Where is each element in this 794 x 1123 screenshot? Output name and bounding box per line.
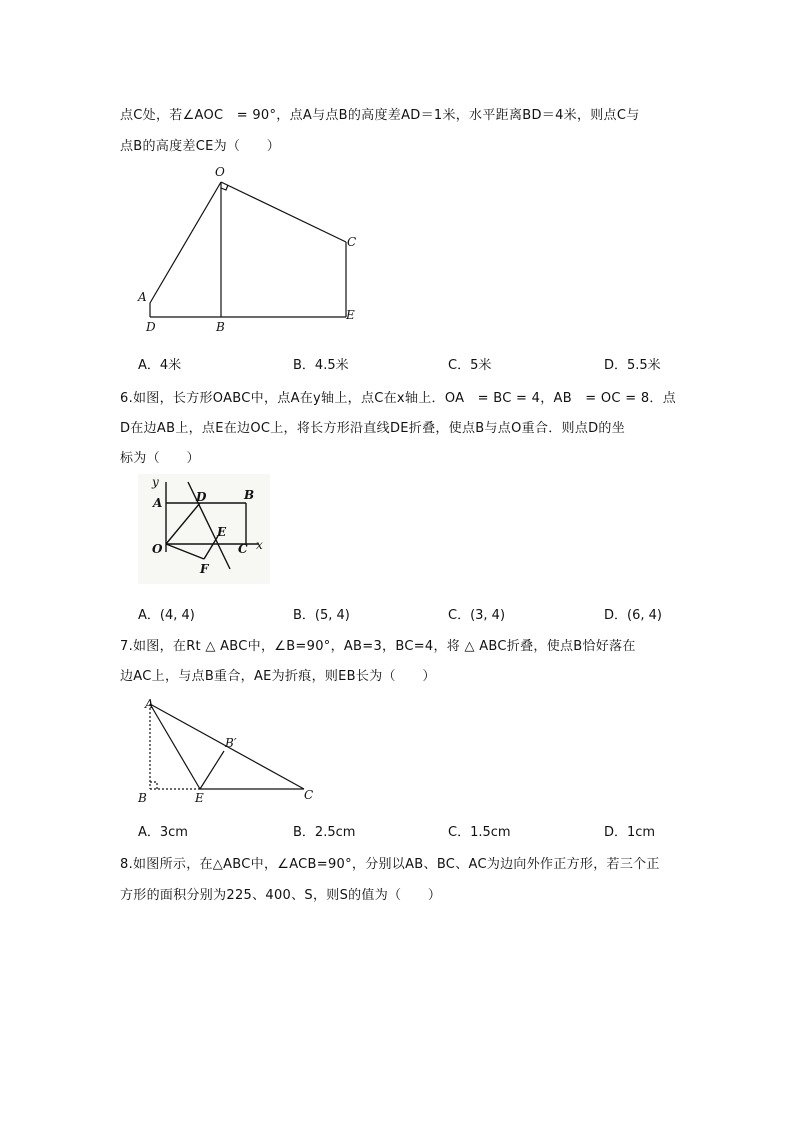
- q7-option-c[interactable]: C．1.5cm: [448, 825, 511, 840]
- q6-option-b[interactable]: B．(5, 4): [293, 608, 350, 623]
- q6-label-E: E: [217, 525, 227, 539]
- q6-label-F: F: [200, 562, 209, 576]
- q5-option-a[interactable]: A．4米: [138, 358, 182, 373]
- q8-text-line-2: 方形的面积分别为225、400、S，则S的值为（ ）: [120, 888, 442, 903]
- q7-options: [138, 821, 698, 839]
- q6-figure: [138, 474, 270, 584]
- q6-label-C: C: [238, 542, 248, 556]
- q7-label-Bprime: B′: [225, 736, 237, 750]
- q5-label-B: B: [216, 320, 225, 334]
- q7-segment-EBprime: [200, 751, 224, 789]
- q7-label-C: C: [304, 788, 314, 802]
- q5-right-angle-mark: [221, 185, 228, 190]
- q6-label-O: O: [152, 542, 163, 556]
- q5-option-c[interactable]: C．5米: [448, 358, 492, 373]
- q6-text-line-2: D在边AB上，点E在边OC上，将长方形沿直线DE折叠，使点B与点O重合．则点D的坐: [120, 421, 626, 436]
- q6-label-x: x: [256, 538, 263, 552]
- q7-label-A: A: [145, 697, 154, 711]
- q5-segment-AO: [150, 182, 221, 303]
- q6-label-D: D: [196, 490, 207, 504]
- q7-fold-line-AE: [150, 704, 200, 789]
- q7-text-line-1: 7.如图，在Rt △ ABC中，∠B=90°，AB=3，BC=4，将 △ ABC折叠，使点B恰好落在: [120, 639, 636, 654]
- q7-text-line-2: 边AC上，与点B重合，AE为折痕，则EB长为（ ）: [120, 669, 436, 684]
- q5-label-D: D: [146, 320, 156, 334]
- q6-options: [138, 604, 698, 622]
- q5-option-d[interactable]: D．5.5米: [604, 358, 661, 373]
- q5-text-line-1: 点C处，若∠AOC = 90°，点A与点B的高度差AD＝1米，水平距离BD＝4米，则点C与: [120, 108, 640, 123]
- q5-option-b[interactable]: B．4.5米: [293, 358, 349, 373]
- q5-figure: [130, 160, 370, 340]
- q7-label-B: B: [138, 791, 147, 805]
- q7-option-d[interactable]: D．1cm: [604, 825, 656, 840]
- q7-label-E: E: [195, 791, 204, 805]
- q5-label-A: A: [138, 290, 147, 304]
- q6-option-d[interactable]: D．(6, 4): [604, 608, 662, 623]
- q5-segment-OC: [221, 182, 346, 242]
- q7-option-b[interactable]: B．2.5cm: [293, 825, 356, 840]
- q7-option-a[interactable]: A．3cm: [138, 825, 188, 840]
- q6-option-c[interactable]: C．(3, 4): [448, 608, 506, 623]
- q5-label-E: E: [346, 308, 355, 322]
- q7-right-angle-mark: [150, 782, 157, 789]
- q5-label-O: O: [215, 165, 225, 179]
- q6-label-A: A: [153, 496, 163, 510]
- q6-option-a[interactable]: A．(4, 4): [138, 608, 195, 623]
- q5-options: [138, 354, 698, 372]
- q7-figure: [132, 694, 332, 809]
- q6-label-B: B: [244, 488, 255, 502]
- q6-label-y: y: [152, 475, 159, 489]
- q6-text-line-3: 标为（ ）: [120, 451, 200, 466]
- q6-text-line-1: 6.如图，长方形OABC中，点A在y轴上，点C在x轴上．OA = BC = 4，AB = OC = 8．点: [120, 391, 677, 406]
- q5-text-line-2: 点B的高度差CE为（ ）: [120, 139, 281, 154]
- q5-label-C: C: [347, 235, 357, 249]
- q8-text-line-1: 8.如图所示，在△ABC中，∠ACB=90°，分别以AB、BC、AC为边向外作正方形，若三个正: [120, 857, 660, 872]
